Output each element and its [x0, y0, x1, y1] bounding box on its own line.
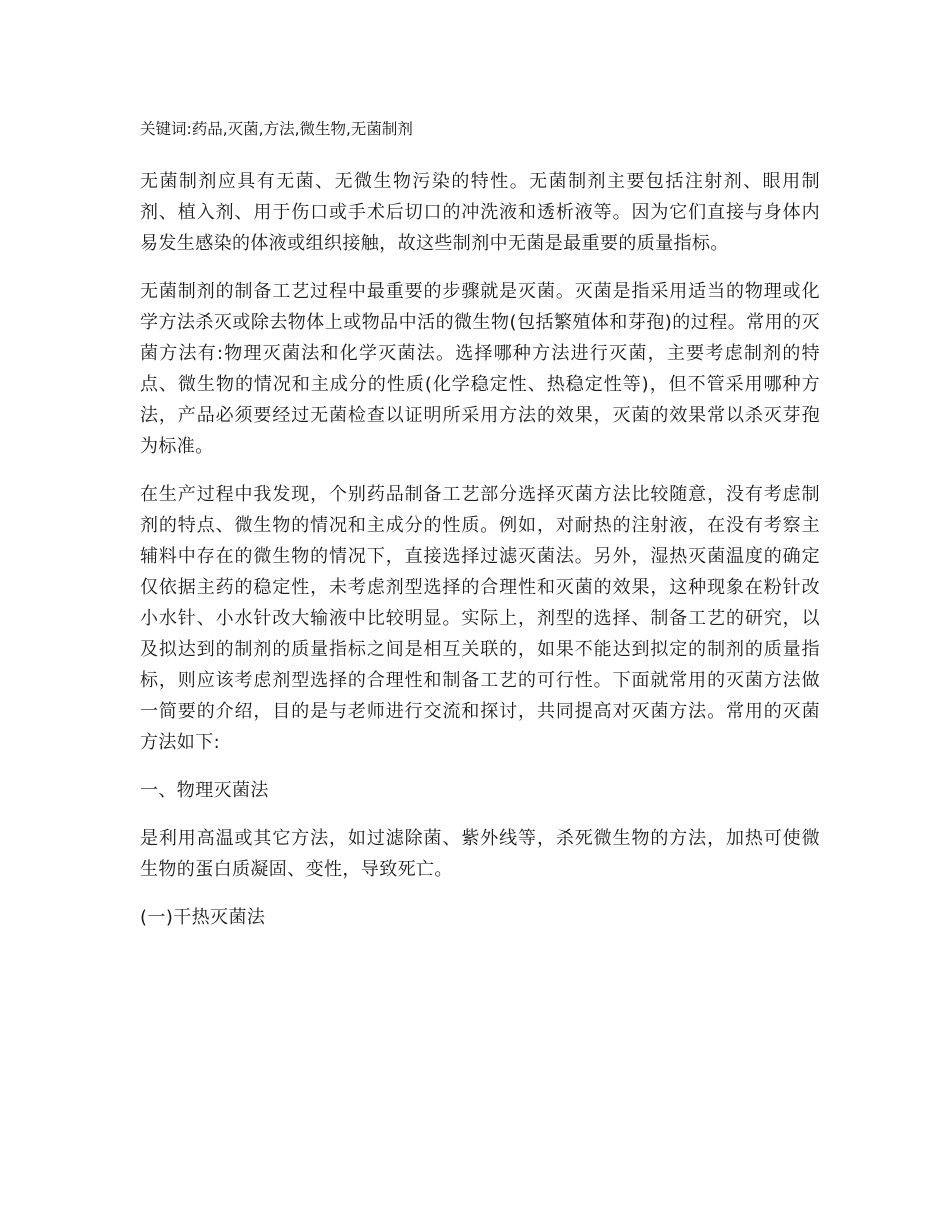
physical-sterilization-paragraph: 是利用高温或其它方法，如过滤除菌、紫外线等，杀死微生物的方法，加热可使微生物的蛋白质凝固、变性，导致死亡。: [140, 828, 820, 880]
document-page: [140, 116, 820, 950]
production-observation-paragraph: 在生产过程中我发现，个别药品制备工艺部分选择灭菌方法比较随意，没有考虑制剂的特点、微生物的情况和主成分的性质。例如，对耐热的注射液，在没有考察主辅料中存在的微生物的情况下，直接选择过滤灭菌法。另外，湿热灭菌温度的确定仅依据主药的稳定性，未考虑剂型选择的合理性和灭菌的效果，这种现象在粉针改小水针、小水针改大输液中比较明显。实际上，剂型的选择、制备工艺的研究，以及拟达到的制剂的质量指标之间是相互关联的，如果不能达到拟定的制剂的质量指标，则应该考虑剂型选择的合理性和制备工艺的可行性。下面就常用的灭菌方法做一简要的介绍，目的是与老师进行交流和探讨，共同提高对灭菌方法。常用的灭菌方法如下:: [140, 484, 820, 753]
intro-paragraph: 无菌制剂应具有无菌、无微生物污染的特性。无菌制剂主要包括注射剂、眼用制剂、植入剂、用于伤口或手术后切口的冲洗液和透析液等。因为它们直接与身体内易发生感染的体液或组织接触，故这些制剂中无菌是最重要的质量指标。: [140, 171, 820, 254]
sterilization-overview-paragraph: 无菌制剂的制备工艺过程中最重要的步骤就是灭菌。灭菌是指采用适当的物理或化学方法杀灭或除去物体上或物品中活的微生物(包括繁殖体和芽孢)的过程。常用的灭菌方法有:物理灭菌法和化学灭菌法。选择哪种方法进行灭菌，主要考虑制剂的特点、微生物的情况和主成分的性质(化学稳定性、热稳定性等)，但不管采用哪种方法，产品必须要经过无菌检查以证明所采用方法的效果，灭菌的效果常以杀灭芽孢为标准。: [140, 281, 820, 457]
section-heading-physical-sterilization: 一、物理灭菌法: [140, 780, 269, 801]
subsection-heading-dry-heat: (一)干热灭菌法: [140, 907, 266, 928]
keywords-line: 关键词:药品,灭菌,方法,微生物,无菌制剂: [140, 120, 413, 138]
